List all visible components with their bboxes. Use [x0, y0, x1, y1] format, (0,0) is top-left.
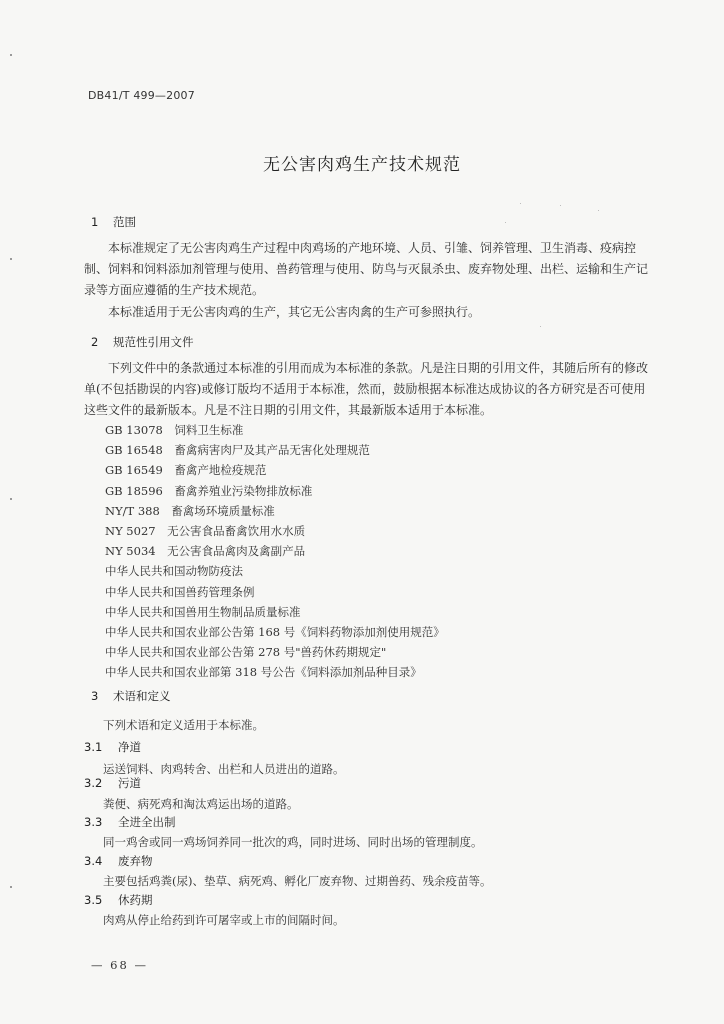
reference-item: GB 13078 饲料卫生标准 [105, 423, 244, 437]
scan-mark [10, 54, 12, 56]
reference-item: 中华人民共和国动物防疫法 [105, 564, 243, 579]
term-name: 全进全出制 [118, 815, 176, 829]
term-name: 净道 [118, 740, 141, 754]
section-2-paragraph-1: 下列文件中的条款通过本标准的引用而成为本标准的条款。凡是注日期的引用文件，其随后所有的修改单(不包括勘误的内容)或修订版均不适用于本标准，然而，鼓励根据本标准达成协议的各方研究是否可使用这些文件的最新版本。凡是不注日期的引用文件，其最新版本适用于本标准。 [84, 361, 649, 417]
section-1-paragraph-2: 本标准适用于无公害肉鸡的生产，其它无公害肉禽的生产可参照执行。 [108, 305, 481, 319]
scan-speck [598, 210, 599, 211]
term-number: 3.2 [84, 776, 103, 790]
term-3-1-heading [84, 739, 141, 755]
reference-item: GB 18596 畜禽养殖业污染物排放标准 [105, 483, 313, 498]
term-name: 休药期 [118, 893, 153, 907]
section-title: 术语和定义 [113, 689, 171, 703]
reference-item: NY 5034 无公害食品禽肉及禽副产品 [105, 544, 306, 559]
section-title: 规范性引用文件 [113, 335, 194, 349]
scan-mark [10, 498, 12, 500]
reference-item: GB 16548 畜禽病害肉尸及其产品无害化处理规范 [105, 443, 370, 458]
term-3-1-definition: 运送饲料、肉鸡转舍、出栏和人员进出的道路。 [103, 762, 345, 776]
reference-item: NY 5027 无公害食品畜禽饮用水水质 [105, 524, 306, 539]
term-3-3-heading [84, 814, 176, 830]
scan-mark [10, 258, 12, 260]
reference-item: 中华人民共和国农业部公告第 168 号《饲料药物添加剂使用规范》 [105, 625, 445, 640]
term-3-5-definition: 肉鸡从停止给药到许可屠宰或上市的间隔时间。 [103, 913, 345, 927]
section-3-heading [91, 688, 171, 704]
term-3-4-heading [84, 853, 153, 869]
scan-mark [10, 886, 12, 888]
reference-item: 中华人民共和国兽用生物制品质量标准 [105, 604, 301, 619]
reference-item: 中华人民共和国农业部公告第 278 号"兽药休药期规定" [105, 645, 387, 660]
section-number: 1 [91, 215, 99, 229]
section-title: 范围 [113, 215, 136, 229]
term-3-2-heading [84, 775, 141, 791]
scan-speck [505, 222, 506, 223]
section-1-paragraph-1: 本标准规定了无公害肉鸡生产过程中肉鸡场的产地环境、人员、引雏、饲养管理、卫生消毒、疫病控制、饲料和饲料添加剂管理与使用、兽药管理与使用、防鸟与灭鼠杀虫、废弃物处理、出栏、运输和生产记录等方面应遵循的生产技术规范。 [84, 241, 649, 297]
scan-speck [540, 326, 541, 327]
document-title: 无公害肉鸡生产技术规范 [263, 155, 461, 175]
reference-item: 中华人民共和国兽药管理条例 [105, 584, 255, 599]
section-2-heading [91, 334, 194, 350]
term-3-5-heading [84, 892, 153, 908]
term-name: 污道 [118, 776, 141, 790]
section-1-heading [91, 214, 136, 230]
section-number: 2 [91, 335, 99, 349]
term-number: 3.5 [84, 893, 103, 907]
term-number: 3.1 [84, 740, 103, 754]
section-3-intro: 下列术语和定义适用于本标准。 [103, 718, 264, 732]
term-3-3-definition: 同一鸡舍或同一鸡场饲养同一批次的鸡，同时进场、同时出场的管理制度。 [103, 835, 483, 849]
scan-speck [520, 203, 521, 204]
scan-speck [560, 205, 561, 206]
section-number: 3 [91, 689, 99, 703]
term-number: 3.3 [84, 815, 103, 829]
term-3-4-definition: 主要包括鸡粪(尿)、垫草、病死鸡、孵化厂废弃物、过期兽药、残余疫苗等。 [103, 874, 492, 888]
term-3-2-definition: 粪便、病死鸡和淘汰鸡运出场的道路。 [103, 797, 299, 811]
term-name: 废弃物 [118, 854, 153, 868]
standard-code: DB41/T 499—2007 [88, 89, 195, 102]
term-number: 3.4 [84, 854, 103, 868]
reference-item: NY/T 388 畜禽场环境质量标准 [105, 503, 275, 518]
reference-item: GB 16549 畜禽产地检疫规范 [105, 463, 267, 478]
normative-references-list [105, 420, 445, 683]
reference-item: 中华人民共和国农业部第 318 号公告《饲料添加剂品种目录》 [105, 665, 422, 680]
page-number: — 68 — [91, 958, 148, 972]
